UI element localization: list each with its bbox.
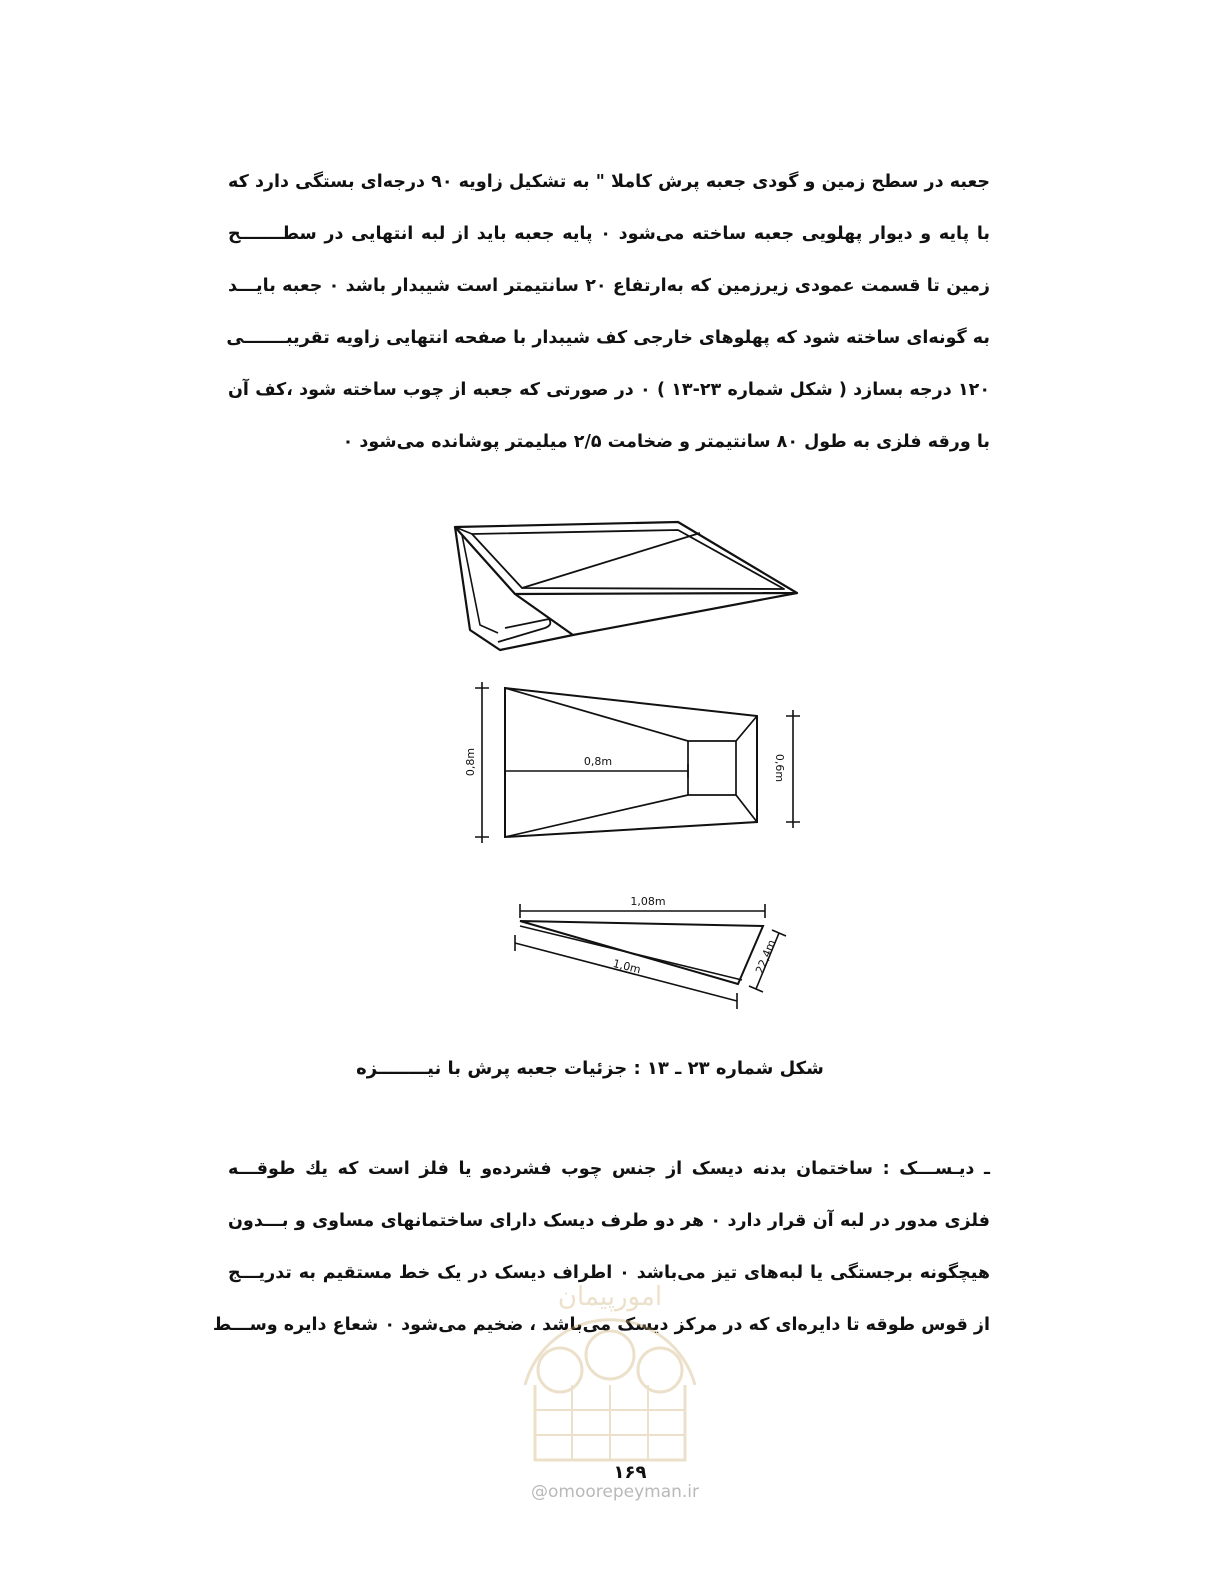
dimension-labels <box>464 748 786 976</box>
side-slope-length-label: 1,0m <box>611 956 643 977</box>
paragraph-line: زمین تا قسمت عمودی زیرزمین که به‌ارتفاع ۲۰ سانتیمتر است شیبدار باشد ۰ جعبه بایـــد <box>228 276 990 296</box>
plan-view-drawing <box>475 682 800 843</box>
side-end-height-label: 22,4m <box>753 937 779 976</box>
paragraph-line: جعبه در سطح زمین و گودی جعبه پرش کاملا " به تشکیل زاویه ۹۰ درجه‌ای بستگی دارد که <box>228 172 990 192</box>
paragraph-line: به گونه‌ای ساخته شود که پهلوهای خارجی کف شیبدار با صفحه انتهایی زاویه تقریبـــــــی <box>226 328 990 348</box>
figure-caption: شکل شماره ۲۳ ـ ۱۳ : جزئیات جعبه پرش با نیــــــــزه <box>356 1058 824 1079</box>
paragraph-line: ۱۲۰ درجه بسازد ( شکل شماره ۲۳-۱۳ ) ۰ در صورتی که جعبه از چوب ساخته شود ،کف آن <box>228 380 991 400</box>
watermark-text: @omoorepeyman.ir <box>530 1482 700 1502</box>
planting-box-figure <box>440 500 820 1020</box>
paragraph-line: فلزی مدور در لبه آن قرار دارد ۰ هر دو طرف دیسک دارای ساختمانهای مساوی و بـــدون <box>228 1211 990 1231</box>
paragraph-line: با پایه و دیوار پهلویی جعبه ساخته می‌شود ۰ پایه جعبه باید از لبه انتهایی در سطـــــــح <box>228 224 990 244</box>
watermark-seal-text: امورپیمان <box>557 1282 663 1312</box>
paragraph-line: با ورقه فلزی به طول ۸۰ سانتیمتر و ضخامت ۲/۵ میلیمتر پوشانده می‌شود ۰ <box>342 432 990 452</box>
side-view-drawing <box>515 904 786 1009</box>
isometric-box-drawing <box>455 522 797 650</box>
plan-right-height-label: 0,6m <box>773 753 786 783</box>
paragraph-line: ـ دیـســـک : ساختمان بدنه دیسک از جنس چوب فشرده‌و یا فلز است که یك طوقـــه <box>228 1159 990 1179</box>
page-number: ۱۶۹ <box>613 1462 647 1483</box>
side-top-length-label: 1,08m <box>630 895 666 908</box>
watermark-seal <box>505 1235 715 1475</box>
paragraph-1 <box>228 156 990 468</box>
plan-left-height-label: 0,8m <box>464 747 477 777</box>
paragraph-line: از قوس طوقه تا دایره‌ای که در مرکز دیسک می‌باشد ، ضخیم می‌شود ۰ شعاع دایره وســـط <box>212 1315 990 1335</box>
plan-length-label: 0,8m <box>583 755 613 768</box>
paragraph-line: هیچگونه برجستگی یا لبه‌های تیز می‌باشد ۰ اطراف دیسک در یک خط مستقیم به تدریـــج <box>228 1263 990 1283</box>
